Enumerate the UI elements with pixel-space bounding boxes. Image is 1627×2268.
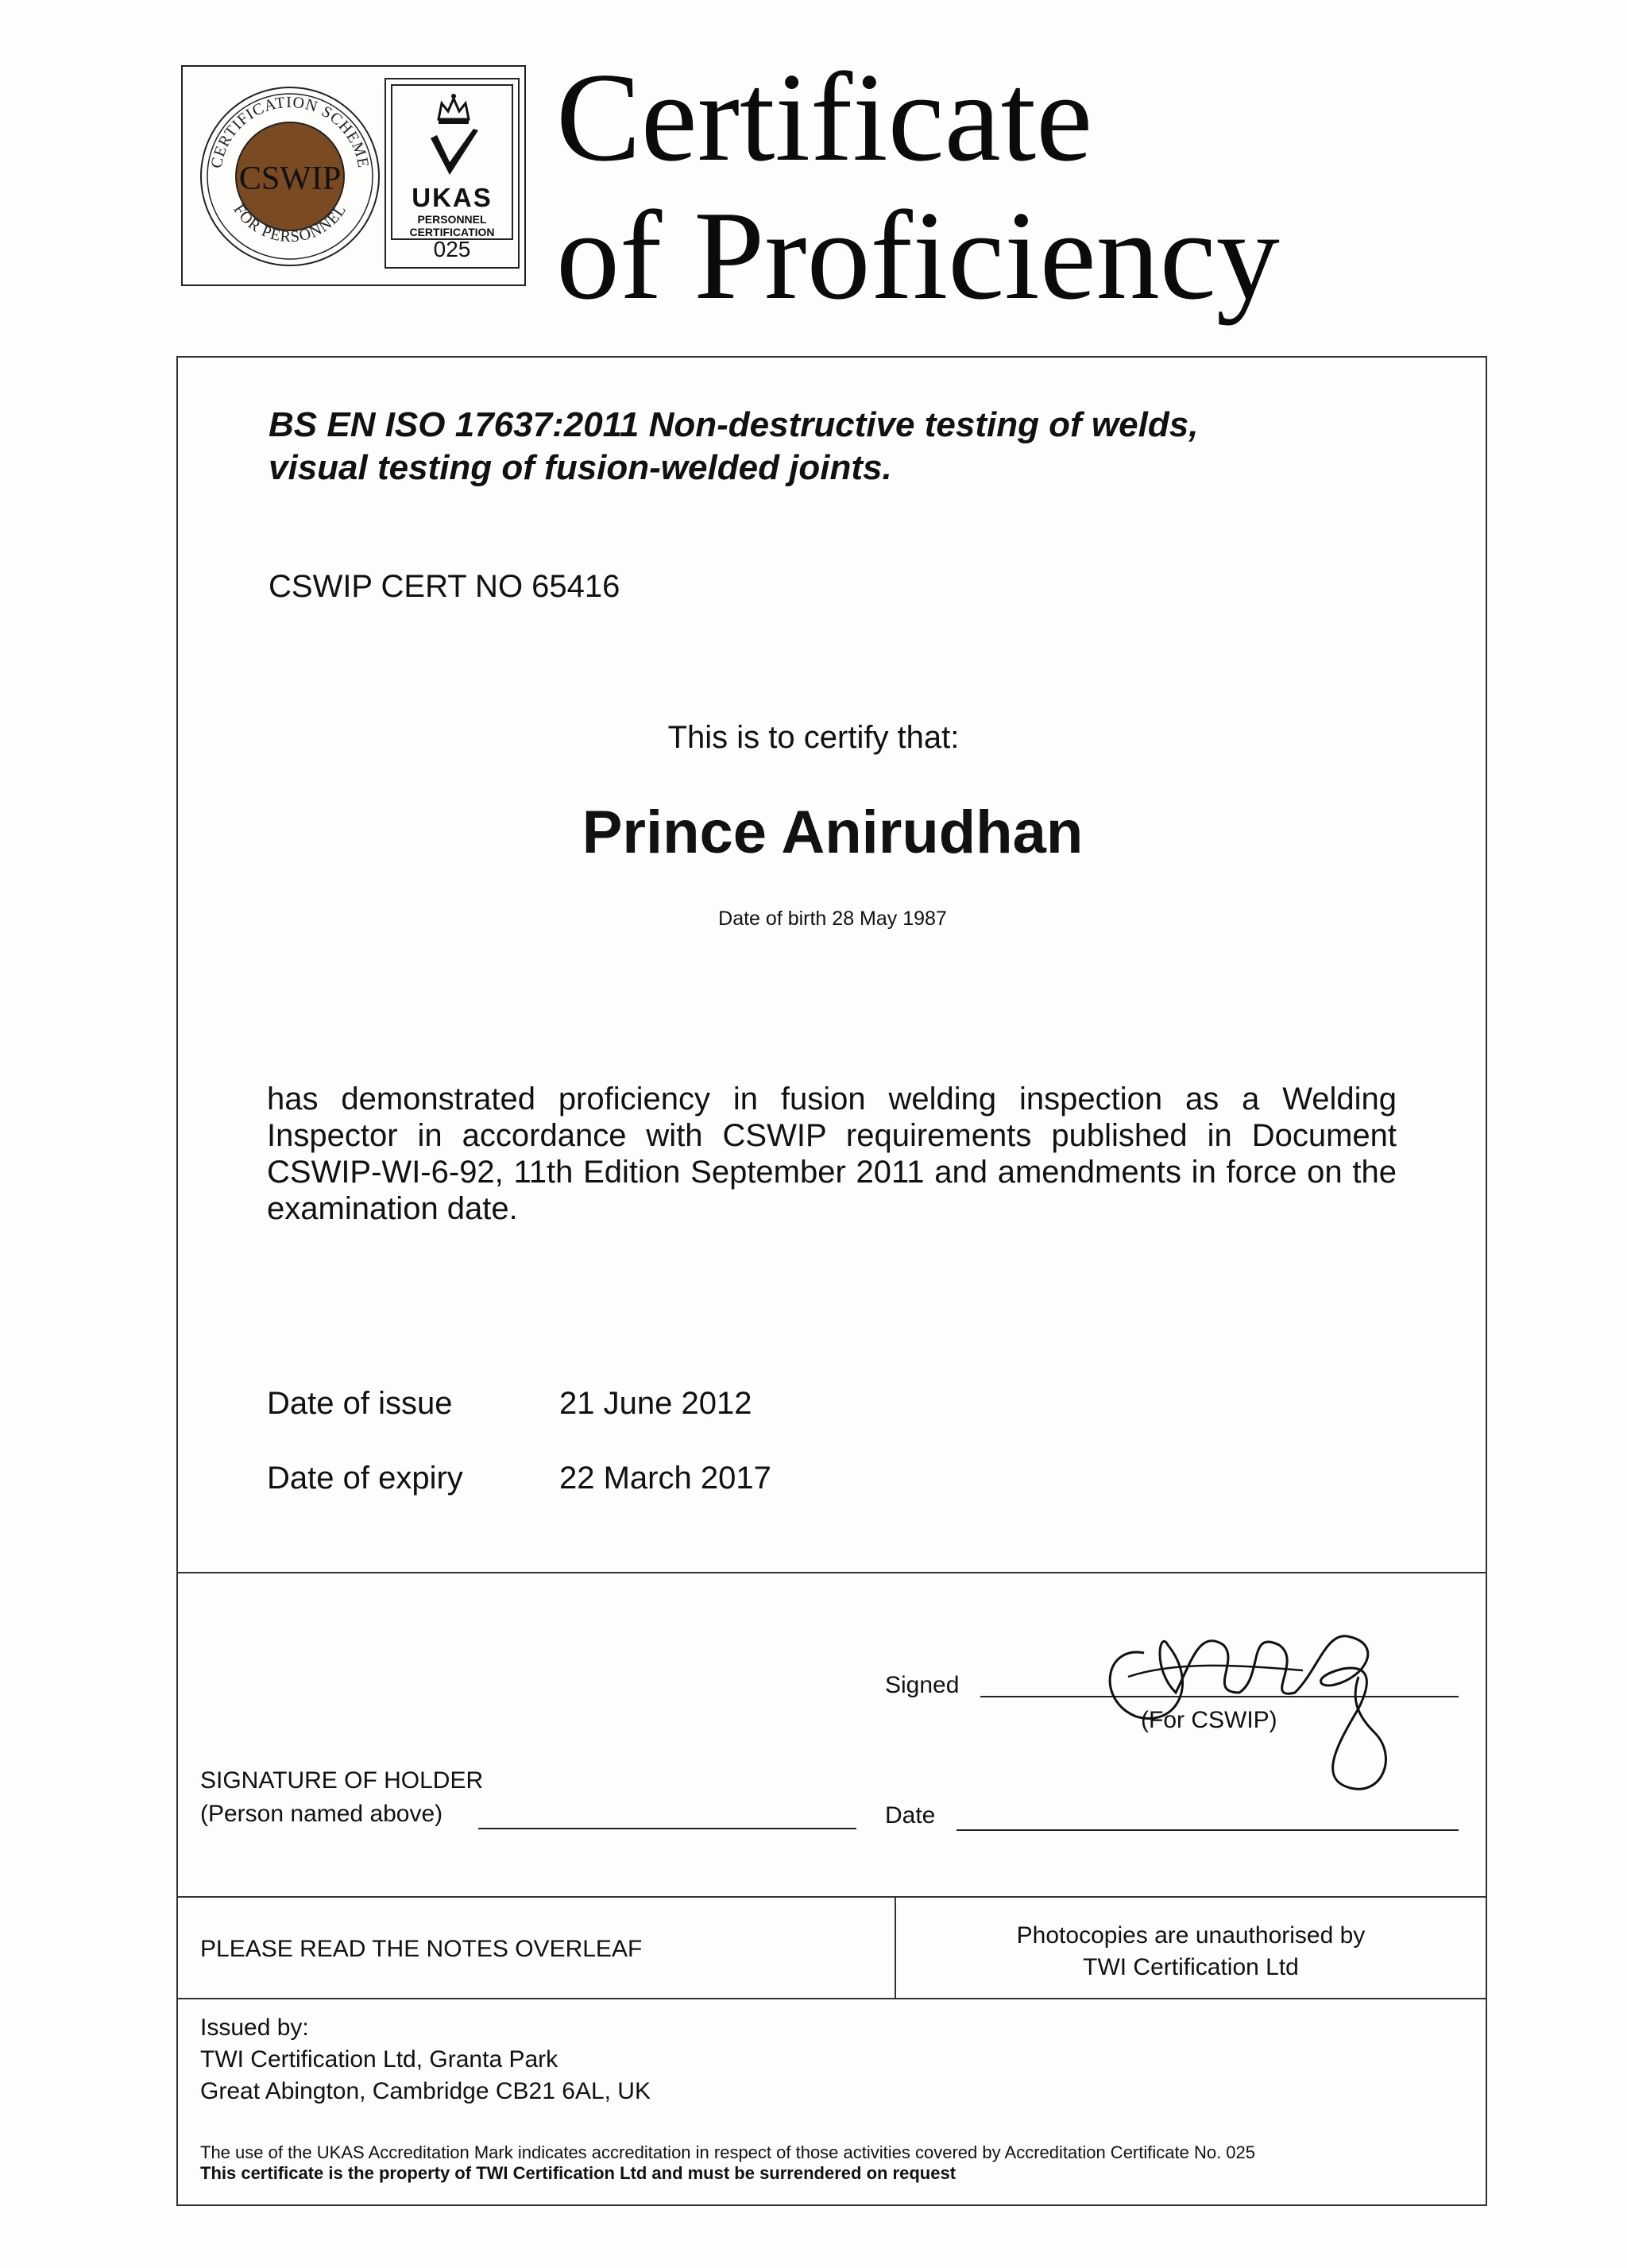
holder-dob: Date of birth 28 May 1987 <box>718 908 947 930</box>
seal-center-text: CSWIP <box>238 161 342 197</box>
issuer-label: Issued by: <box>200 2014 309 2041</box>
holder-signature-sub: (Person named above) <box>200 1801 443 1827</box>
statement: has demonstrated proficiency in fusion welding inspection as a Welding Inspector in accordance with CSWIP requirements published in Document CSWIP-WI-6-92, 11th Edition September 2011 and amendments in force on the examination date. <box>267 1082 1397 1226</box>
seal-arc-top-text: CERTIFICATION SCHEME <box>207 93 373 170</box>
issuer-line-1: TWI Certification Ltd, Granta Park <box>200 2046 558 2073</box>
issuer-line-2: Great Abington, Cambridge CB21 6AL, UK <box>200 2078 651 2104</box>
cswip-seal <box>197 78 383 275</box>
holder-signature-line <box>478 1828 856 1829</box>
title-line-1: Certificate <box>556 46 1093 188</box>
official-signature <box>1080 1597 1414 1804</box>
ukas-mark <box>385 78 520 269</box>
property-footnote: This certificate is the property of TWI Certification Ltd and must be surrendered on request <box>200 2163 956 2183</box>
seal-arc-bottom-text: FOR PERSONNEL <box>230 201 350 246</box>
photocopy-notice: Photocopies are unauthorised by TWI Certification Ltd <box>1016 1922 1366 1980</box>
signed-label: Signed <box>885 1672 960 1698</box>
divider <box>178 1998 1486 1999</box>
ukas-footnote: The use of the UKAS Accreditation Mark indicates accreditation in respect of those activities covered by Accreditation Certificate No. 025 <box>200 2142 1256 2162</box>
standard-title: BS EN ISO 17637:2011 Non-destructive testing of welds, visual testing of fusion-welded joints. <box>269 405 1199 487</box>
ukas-title: UKAS <box>412 183 493 212</box>
logo-box <box>181 65 526 286</box>
expiry-label: Date of expiry <box>267 1461 463 1496</box>
cert-number: CSWIP CERT NO 65416 <box>269 569 620 604</box>
date-label: Date <box>885 1802 936 1829</box>
divider <box>178 1572 1486 1573</box>
page-title <box>556 48 1509 324</box>
divider <box>178 1896 1486 1898</box>
issuer-block <box>200 2012 651 2107</box>
issue-date: 21 June 2012 <box>559 1386 752 1421</box>
issue-label: Date of issue <box>267 1386 453 1421</box>
expiry-date: 22 March 2017 <box>559 1461 771 1496</box>
holder-name: Prince Anirudhan <box>582 799 1084 866</box>
ukas-number: 025 <box>433 237 471 261</box>
read-notes: PLEASE READ THE NOTES OVERLEAF <box>200 1936 643 1962</box>
holder-signature-label: SIGNATURE OF HOLDER <box>200 1767 484 1794</box>
title-line-2: of Proficiency <box>556 184 1280 326</box>
for-cswip-label: (For CSWIP) <box>1141 1707 1277 1733</box>
crown-tick-icon <box>392 86 515 181</box>
ukas-subtitle: PERSONNEL CERTIFICATION <box>409 213 495 238</box>
certify-text: This is to certify that: <box>667 720 960 755</box>
date-line <box>956 1829 1459 1831</box>
